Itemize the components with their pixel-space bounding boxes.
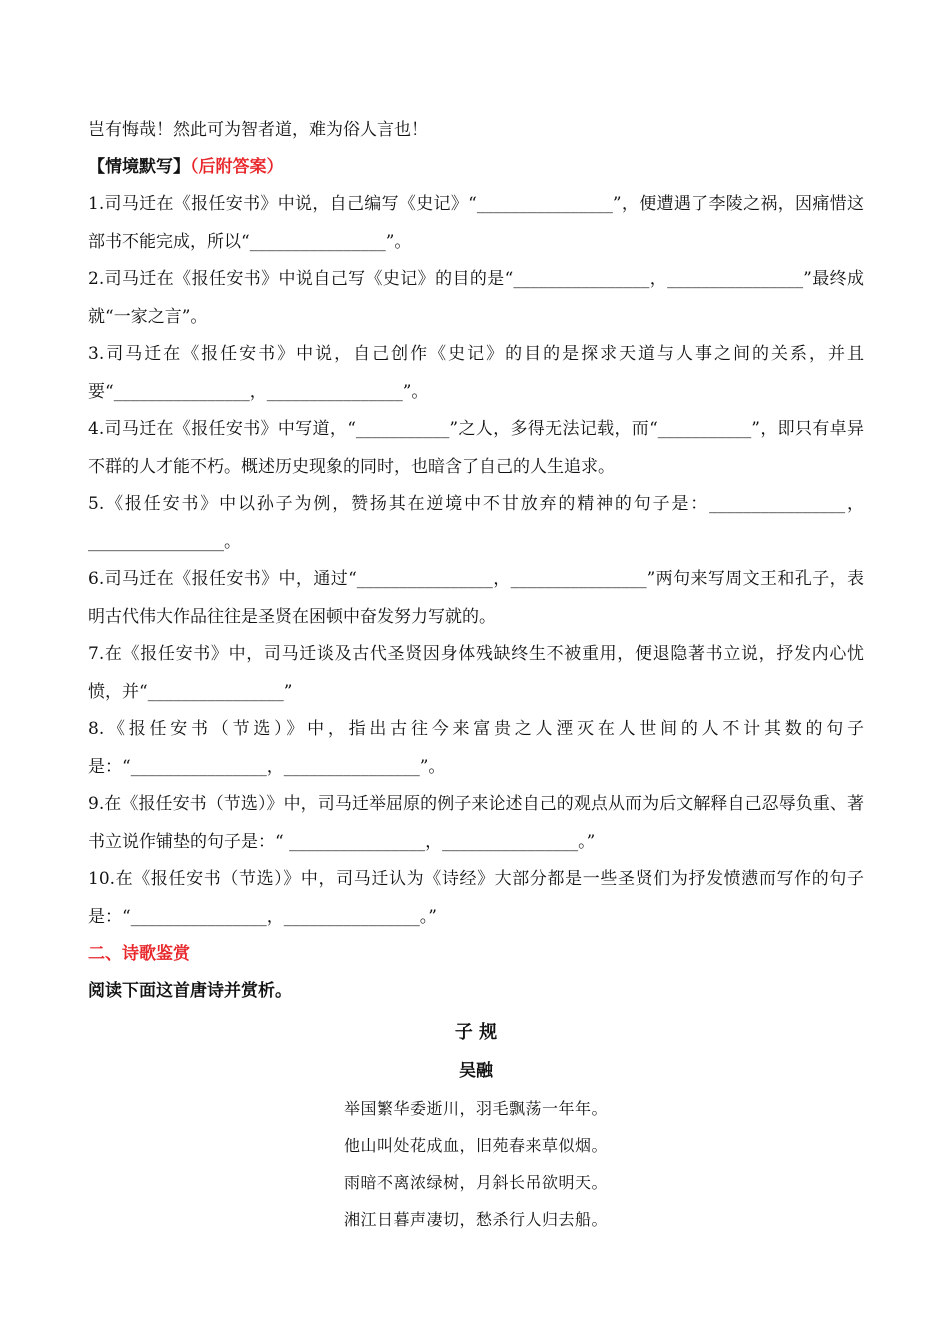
section-context-note: （后附答案）: [190, 157, 284, 177]
question-10: 10.在《报任安书（节选）》中，司马迁认为《诗经》大部分都是一些圣贤们为抒发愤懑而写作的句子是：“________________，________________。”: [88, 869, 864, 927]
section-context-heading: [88, 149, 864, 186]
section-poetry-title: 二、诗歌鉴赏: [88, 944, 190, 964]
document-page: [88, 112, 864, 1238]
question-3: 3.司马迁在《报任安书》中说，自己创作《史记》的目的是探求天道与人事之间的关系，并且要“________________，________________”。: [88, 344, 864, 402]
poem-line-4: 湘江日暮声凄切，愁杀行人归去船。: [343, 1210, 608, 1229]
question-7: 7.在《报任安书》中，司马迁谈及古代圣贤因身体残缺终生不被重用，便退隐著书立说，抒发内心忧愤，并“________________”: [88, 644, 864, 702]
section-context-label: 【情境默写】: [88, 157, 190, 177]
question-8: 8.《报任安书（节选）》中，指出古往今来富贵之人湮灭在人世间的人不计其数的句子是：“________________，________________”。: [88, 719, 864, 777]
intro-line: 岂有悔哉！然此可为智者道，难为俗人言也！: [88, 120, 428, 140]
poem-title: 子 规: [454, 1022, 498, 1043]
section-poetry-instruction: 阅读下面这首唐诗并赏析。: [88, 981, 292, 1001]
question-2: 2.司马迁在《报任安书》中说自己写《史记》的目的是“________________，________________”最终成就“一家之言”。: [88, 269, 864, 327]
poem-line-3: 雨暗不离浓绿树，月斜长吊欲明天。: [343, 1173, 608, 1192]
poem: [88, 1014, 864, 1238]
question-6: 6.司马迁在《报任安书》中，通过“________________，________________”两句来写周文王和孔子，表明古代伟大作品往往是圣贤在困顿中奋发努力写就的。: [88, 569, 864, 627]
poem-line-1: 举国繁华委逝川，羽毛飘荡一年年。: [343, 1099, 608, 1118]
question-1: 1.司马迁在《报任安书》中说，自己编写《史记》“________________”，便遭遇了李陵之祸，因痛惜这部书不能完成，所以“________________”。: [88, 194, 864, 252]
poem-author: 吴融: [459, 1061, 493, 1081]
poem-line-2: 他山叫处花成血，旧苑春来草似烟。: [343, 1136, 608, 1155]
question-5: 5.《报任安书》中以孙子为例，赞扬其在逆境中不甘放弃的精神的句子是：________________，________________。: [88, 494, 864, 552]
question-9: 9.在《报任安书（节选）》中，司马迁举屈原的例子来论述自己的观点从而为后文解释自己忍辱负重、著书立说作铺垫的句子是：“ ________________，________________。”: [88, 794, 864, 852]
question-4: 4.司马迁在《报任安书》中写道，“___________”之人，多得无法记载，而“___________”，即只有卓异不群的人才能不朽。概述历史现象的同时，也暗含了自己的人生追求。: [88, 419, 864, 477]
